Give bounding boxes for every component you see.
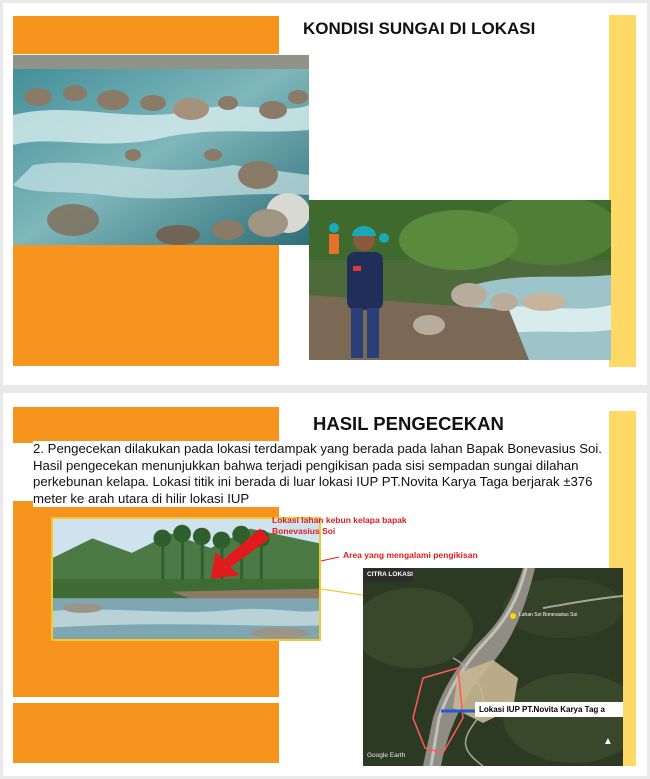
slide-river-condition [3, 3, 647, 385]
yellow-accent-bar [609, 15, 636, 367]
field-worker-photo [309, 200, 611, 360]
label-area-erosion: Area yang mengalami pengikisan [343, 550, 478, 560]
check-description: 2. Pengecekan dilakukan pada lokasi terdampak yang berada pada lahan Bapak Bonevasius Soi. Hasil pengecekan menunjukkan bahwa terjadi pengikisan pada sisi sempadan sungai dilahan perkebunan kelapa. Lokasi titik ini berada di luar lokasi IUP PT.Novita Karya Taga berjarak ±376 meter ke arah utara di hilir lokasi IUP [33, 441, 608, 507]
map-watermark: Google Earth [367, 752, 406, 759]
orange-block-bottom [13, 243, 279, 366]
north-arrow-icon: ▲ [603, 736, 613, 747]
orange-block-left [13, 407, 279, 443]
satellite-map [363, 568, 623, 766]
slide-title: KONDISI SUNGAI DI LOKASI [303, 19, 536, 38]
slide-check-results [3, 393, 647, 776]
label-lahan-line2: Bonevasius Soi [272, 526, 336, 536]
map-iup-label: Lokasi IUP PT.Novita Karya Tag a [479, 705, 605, 714]
label-lahan-line1: Lokasi lahan kebun kelapa bapak [272, 515, 407, 525]
orange-block-top [13, 16, 279, 54]
orange-block-bottom [13, 703, 279, 763]
map-header: CITRA LOKASI [367, 571, 413, 578]
slide-title: HASIL PENGECEKAN [313, 413, 504, 434]
map-site-label: Lahan Soi Bonevasius Soi [519, 612, 578, 618]
river-rocks-photo [13, 55, 309, 245]
